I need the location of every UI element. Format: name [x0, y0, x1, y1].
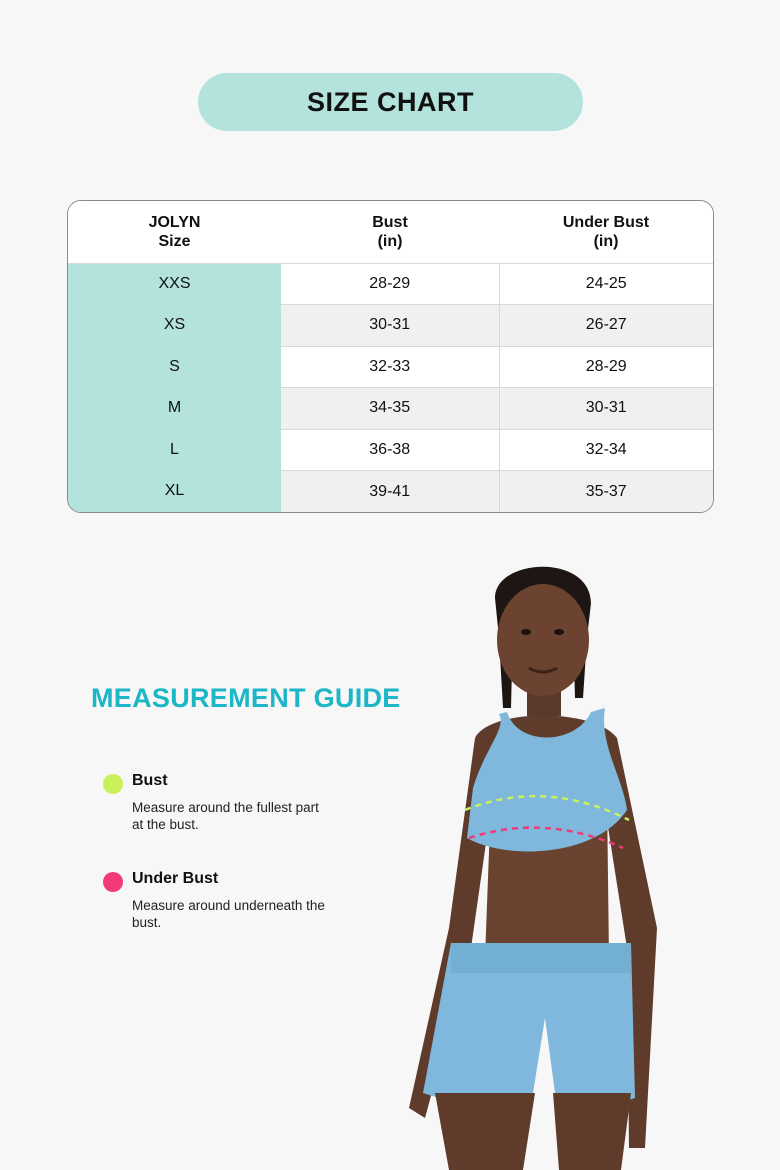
legend-label: Bust — [132, 772, 168, 789]
table-row — [68, 305, 713, 347]
size-cell: S — [68, 346, 281, 388]
model-image — [395, 548, 695, 1170]
size-chart-title: SIZE CHART — [198, 73, 583, 131]
under-bust-cell: 32-34 — [499, 429, 713, 471]
size-cell: XL — [68, 471, 281, 513]
bust-dot-icon — [103, 774, 123, 794]
bust-cell: 39-41 — [281, 471, 499, 513]
header-size: JOLYN Size — [68, 201, 281, 263]
table-row — [68, 471, 713, 513]
bust-cell: 28-29 — [281, 263, 499, 305]
bust-cell: 34-35 — [281, 388, 499, 430]
bust-cell: 36-38 — [281, 429, 499, 471]
legend-description: Measure around the fullest part at the bust. — [132, 800, 319, 832]
table-row — [68, 388, 713, 430]
legend-label: Under Bust — [132, 870, 219, 887]
size-table — [67, 200, 714, 513]
size-cell: XXS — [68, 263, 281, 305]
header-bust: Bust (in) — [281, 201, 499, 263]
measurement-guide-title: MEASUREMENT GUIDE — [91, 683, 401, 713]
bust-cell: 32-33 — [281, 346, 499, 388]
under-bust-dot-icon — [103, 872, 123, 892]
table-row — [68, 346, 713, 388]
under-bust-cell: 28-29 — [499, 346, 713, 388]
header-under-bust: Under Bust (in) — [499, 201, 713, 263]
size-cell: L — [68, 429, 281, 471]
bust-cell: 30-31 — [281, 305, 499, 347]
table-header-row — [68, 201, 713, 263]
table-row — [68, 429, 713, 471]
legend-description: Measure around underneath the bust. — [132, 898, 325, 930]
size-cell: M — [68, 388, 281, 430]
under-bust-cell: 35-37 — [499, 471, 713, 513]
under-bust-cell: 26-27 — [499, 305, 713, 347]
under-bust-cell: 30-31 — [499, 388, 713, 430]
under-bust-cell: 24-25 — [499, 263, 713, 305]
table-row — [68, 263, 713, 305]
size-cell: XS — [68, 305, 281, 347]
